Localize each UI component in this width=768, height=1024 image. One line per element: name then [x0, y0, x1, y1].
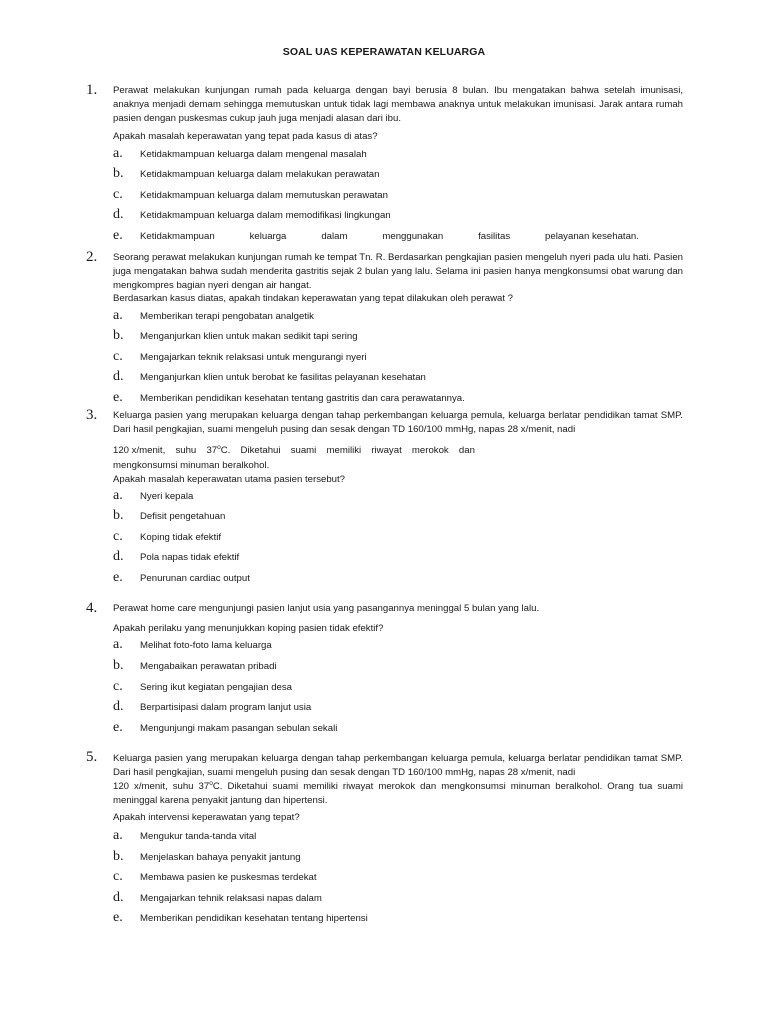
option-text: Nyeri kepala [140, 491, 194, 502]
option-letter: d. [113, 890, 124, 905]
question-number: 4. [86, 600, 98, 616]
question-text: Keluarga pasien yang merupakan keluarga dengan tahap perkembangan keluarga pemula, keluarga berlatar pendidikan tamat SMP. Dari hasil pengkajian, suami mengeluh pusing dan sesak dengan TD 160/100 mmHg, napas 28 x/menit, nadi [113, 753, 683, 779]
option-text: Memberikan terapi pengobatan analgetik [140, 311, 314, 322]
option-text: Mengajarkan tehnik relaksasi napas dalam [140, 893, 322, 904]
option-letter: c. [113, 349, 123, 364]
temperature-value: 37$^o$C. [206, 443, 231, 456]
question-prompt: Apakah perilaku yang menunjukkan koping pasien tidak efektif? [113, 623, 384, 634]
option-letter: e. [113, 910, 123, 925]
question-number: 2. [86, 249, 98, 265]
option-letter: a. [113, 637, 123, 652]
question-text: Perawat home care mengunjungi pasien lanjut usia yang pasangannya meninggal 5 bulan yang lalu. [113, 603, 540, 614]
question-prompt: Berdasarkan kasus diatas, apakah tindakan keperawatan yang tepat dilakukan oleh perawat ? [113, 293, 514, 304]
option-text: Koping tidak efektif [140, 532, 222, 543]
question-prompt: Apakah intervensi keperawatan yang tepat? [113, 812, 300, 823]
option-text: Ketidakmampuan keluarga dalam melakukan perawatan [140, 169, 380, 180]
option-text: Mengunjungi makam pasangan sebulan sekali [140, 723, 338, 734]
option-text: Menjelaskan bahaya penyakit jantung [140, 852, 301, 863]
option-letter: c. [113, 187, 123, 202]
degree-symbol: o [209, 779, 213, 787]
vitals-word: suami [290, 445, 317, 456]
vitals-word: dan [458, 445, 475, 456]
option-text: Defisit pengetahuan [140, 511, 226, 522]
option-letter: b. [113, 508, 124, 523]
option-text: Menganjurkan klien untuk makan sedikit tapi sering [140, 331, 358, 342]
vitals-word: memiliki [326, 445, 362, 456]
option-letter: d. [113, 699, 124, 714]
option-letter: d. [113, 207, 124, 222]
option-letter: a. [113, 146, 123, 161]
option-letter: b. [113, 166, 124, 181]
option-text: Mengukur tanda-tanda vital [140, 831, 257, 842]
option-text: Sering ikut kegiatan pengajian desa [140, 682, 293, 693]
option-text: Menganjurkan klien untuk berobat ke fasilitas pelayanan kesehatan [140, 372, 426, 383]
question-number: 1. [86, 82, 98, 98]
option-text [140, 230, 639, 244]
option-letter: e. [113, 390, 123, 405]
question-number: 3. [86, 407, 98, 423]
degree-symbol: o [217, 443, 221, 451]
option-letter: d. [113, 549, 124, 564]
option-text: Ketidakmampuan keluarga dalam memutuskan perawatan [140, 190, 388, 201]
option-letter: c. [113, 869, 123, 884]
option-letter: e. [113, 720, 123, 735]
option-text: Mengajarkan teknik relaksasi untuk mengurangi nyeri [140, 352, 367, 363]
option-text: Ketidakmampuan keluarga dalam memodifikasi lingkungan [140, 210, 391, 221]
option-word: pelayanan kesehatan. [545, 231, 639, 242]
option-letter: e. [113, 570, 123, 585]
vitals-word: Diketahui [240, 445, 281, 456]
option-letter: a. [113, 308, 123, 323]
option-text: Memberikan pendidikan kesehatan tentang hipertensi [140, 913, 368, 924]
option-word: keluarga [249, 231, 287, 242]
question-text: Keluarga pasien yang merupakan keluarga dengan tahap perkembangan keluarga pemula, keluarga berlatar pendidikan tamat SMP. Dari hasil pengkajian, suami mengeluh pusing dan sesak dengan TD 160/100 mmHg, napas 28 x/menit, nadi [113, 410, 683, 436]
option-word: menggunakan [382, 231, 444, 242]
question-text: Perawat melakukan kunjungan rumah pada keluarga dengan bayi berusia 8 bulan. Ibu mengatakan bahwa setelah imunisasi, anaknya menjadi demam sehingga memutuskan untuk tidak lagi membawa anaknya untuk melakukan imunisasi. Jarak antara rumah pasien dengan puskesmas cukup jauh juga menjadi alasan dari ibu. [113, 85, 683, 125]
vitals-line [113, 444, 475, 458]
vitals-word: suhu [175, 445, 197, 456]
option-text: Mengabaikan perawatan pribadi [140, 661, 277, 672]
question-number: 5. [86, 749, 98, 765]
option-letter: e. [113, 228, 123, 243]
option-letter: c. [113, 529, 123, 544]
option-text: Ketidakmampuan keluarga dalam mengenal masalah [140, 149, 367, 160]
option-letter: b. [113, 849, 124, 864]
option-letter: b. [113, 658, 124, 673]
option-text: Memberikan pendidikan kesehatan tentang gastritis dan cara perawatannya. [140, 393, 465, 404]
option-word: dalam [321, 231, 348, 242]
option-text: Penurunan cardiac output [140, 573, 250, 584]
question-prompt: Apakah masalah keperawatan utama pasien tersebut? [113, 474, 345, 485]
question-text-continued: 120 x/menit, suhu 37$^o$C. Diketahui suami memiliki riwayat merokok dan mengkonsumsi minuman beralkohol. Orang tua suami meninggal karena penyakit jantung dan hipertensi. [113, 779, 683, 807]
option-text: Berpartisipasi dalam program lanjut usia [140, 702, 312, 713]
vitals-word: riwayat [371, 445, 402, 456]
option-text: Melihat foto-foto lama keluarga [140, 640, 272, 651]
question-text-end: mengkonsumsi minuman beralkohol. [113, 460, 270, 471]
option-letter: c. [113, 679, 123, 694]
option-word: fasilitas [478, 231, 511, 242]
option-letter: d. [113, 369, 124, 384]
document-title: SOAL UAS KEPERAWATAN KELUARGA [282, 46, 486, 58]
option-word: Ketidakmampuan [140, 231, 215, 242]
option-letter: b. [113, 328, 124, 343]
question-text: Seorang perawat melakukan kunjungan rumah ke tempat Tn. R. Berdasarkan pengkajian pasien mengeluh nyeri pada ulu hati. Pasien juga mengatakan bahwa sudah menderita gastritis sejak 2 bulan yang lalu. Selama ini pasien hanya mengkonsumsi obat warung dan mengkompres bagian nyeri dengan air hangat. [113, 252, 683, 292]
option-text: Pola napas tidak efektif [140, 552, 240, 563]
option-letter: a. [113, 828, 123, 843]
vitals-word: 120 x/menit, [113, 445, 166, 456]
vitals-word: merokok [411, 445, 449, 456]
option-text: Membawa pasien ke puskesmas terdekat [140, 872, 317, 883]
question-prompt: Apakah masalah keperawatan yang tepat pada kasus di atas? [113, 131, 378, 142]
option-letter: a. [113, 488, 123, 503]
